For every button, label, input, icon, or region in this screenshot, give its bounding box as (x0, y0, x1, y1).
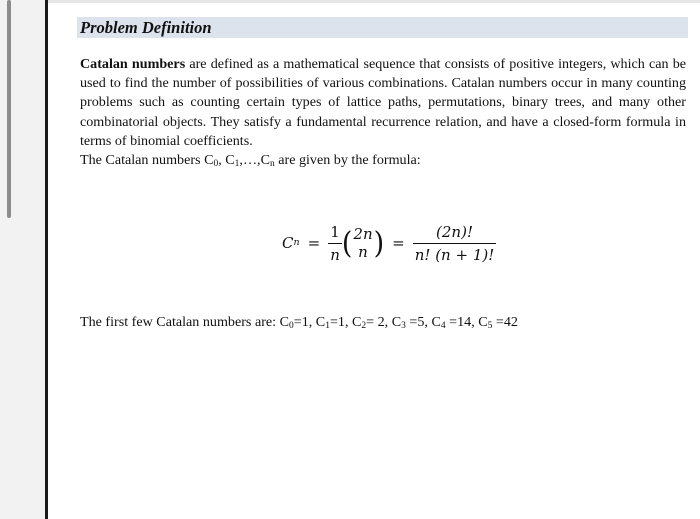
intro-sep-2: ,…,C (239, 152, 270, 168)
term-letter: C (431, 314, 441, 330)
intro-sub-0: 0 (213, 159, 219, 169)
section-heading: Problem Definition (80, 18, 212, 37)
term-value: =1, (329, 314, 352, 330)
intro-sep-1: , C (218, 152, 235, 168)
intro-suffix: are given by the formula: (274, 152, 421, 168)
page-edge (45, 0, 48, 519)
top-divider (48, 0, 700, 3)
term-subscript: 5 (487, 321, 493, 331)
paren-open: ( (341, 225, 353, 261)
term-letter: C (315, 314, 326, 330)
fraction-one-over-n (328, 223, 342, 264)
vertical-scrollbar[interactable] (7, 0, 11, 218)
term-letter: C (352, 314, 362, 330)
term-letter: C (391, 314, 402, 330)
term-subscript: 4 (440, 321, 446, 331)
term-subscript: 1 (325, 321, 330, 331)
term-letter: C (478, 314, 488, 330)
term-subscript: 2 (361, 321, 367, 331)
term-subscript: 0 (289, 321, 294, 331)
frac1-denominator: n (328, 243, 342, 264)
catalan-term (431, 314, 478, 330)
lhs-variable: C (282, 234, 294, 252)
definition-body: are defined as a mathematical sequence that consists of positive integers, which can be used to find the number of possibilities of various combinations. Catalan numbers occur in many counting problems such as counting certain types of lattice paths, permutations, binary trees, and many other combinatorial objects. They satisfy a fundamental recurrence relation, and have a closed-form formula in terms of binomial coefficients. (80, 56, 686, 149)
frac1-numerator: 1 (330, 222, 340, 241)
frac2-numerator: (2n)! (436, 222, 473, 241)
catalan-term (392, 314, 432, 330)
term-value: =5, (405, 314, 432, 330)
catalan-terms (280, 314, 518, 330)
binom-top: 2n (353, 225, 373, 243)
term-value: =1, (293, 314, 316, 330)
paren-close: ) (373, 225, 385, 261)
term-value: =14, (445, 314, 479, 330)
catalan-term (478, 314, 518, 330)
footer-prefix: The first few Catalan numbers are: (80, 314, 280, 330)
first-catalan-numbers (80, 313, 518, 332)
intro-sub-1: 1 (234, 159, 240, 169)
catalan-term (316, 314, 352, 330)
intro-prefix: The Catalan numbers C (80, 152, 214, 168)
catalan-term (352, 314, 392, 330)
frac2-denominator: n! (n + 1)! (413, 243, 497, 264)
fraction-factorials (413, 223, 497, 264)
term-subscript: 3 (401, 321, 406, 331)
definition-paragraph (80, 55, 686, 151)
term-catalan-numbers: Catalan numbers (80, 56, 186, 72)
binomial-coefficient (353, 225, 372, 261)
catalan-term (280, 314, 316, 330)
term-value: = 2, (366, 314, 392, 330)
equals-sign-2: = (392, 234, 405, 252)
binom-bottom: n (358, 243, 368, 261)
formula-intro (80, 151, 421, 170)
equals-sign-1: = (307, 234, 321, 252)
term-letter: C (279, 314, 289, 330)
catalan-formula: C n = $\frac{1}{n}$ ( 2n n ) = $\frac{(2n)!}{n! (n + 1)!}$ (282, 222, 495, 264)
intro-sub-n: n (269, 159, 275, 169)
term-value: =42 (492, 314, 518, 330)
